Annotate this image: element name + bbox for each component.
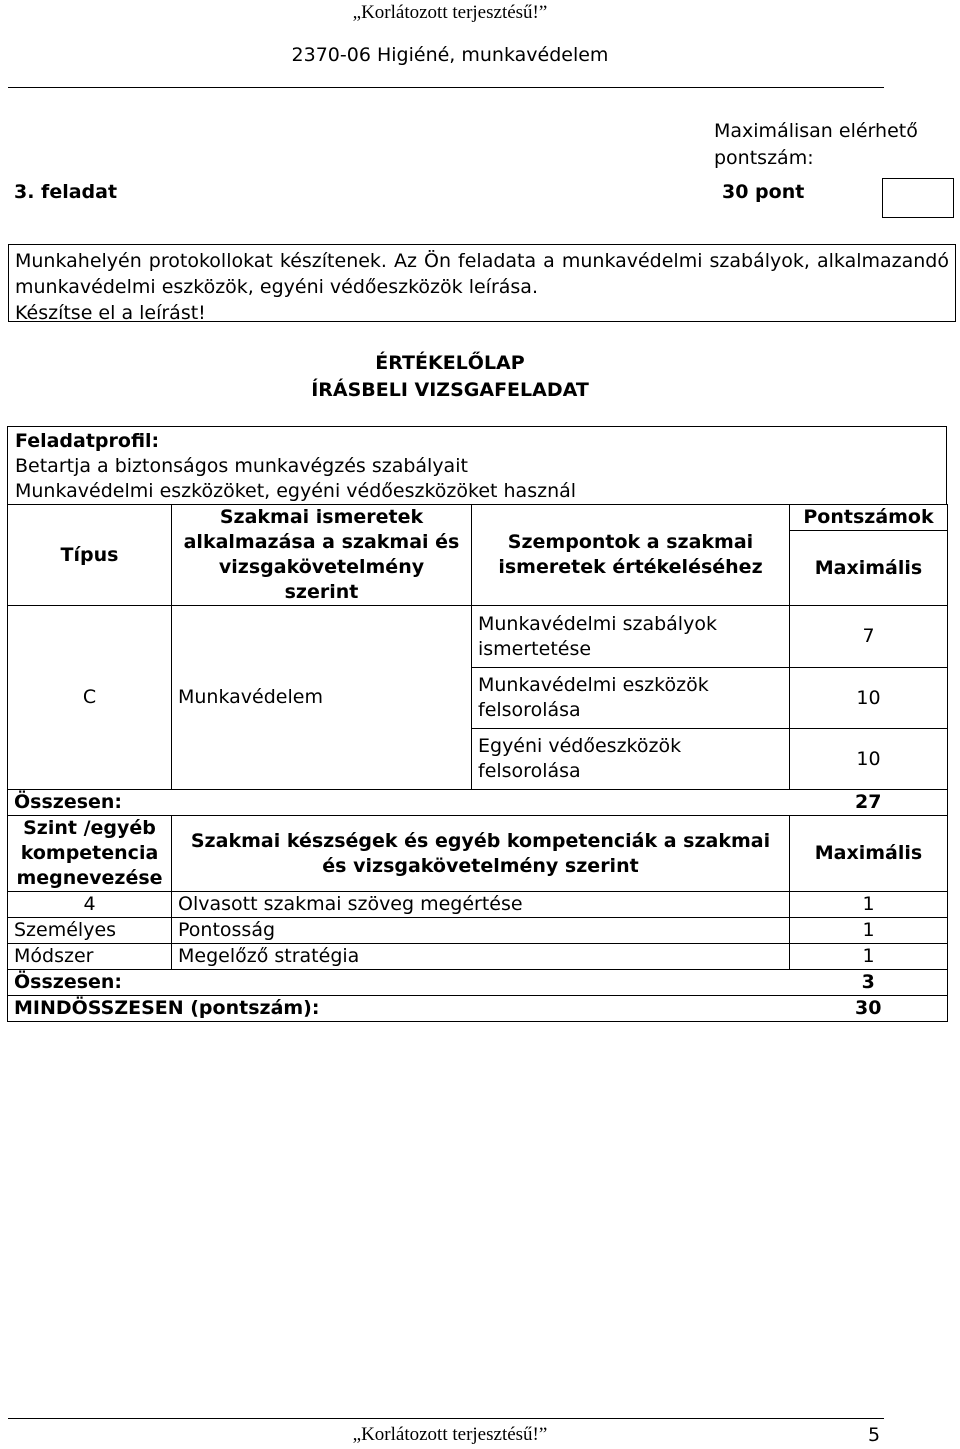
skills-header-level-line2: kompetencia xyxy=(20,842,159,864)
criteria-row-line2: felsorolása xyxy=(478,699,581,721)
col-header-max: Maximális xyxy=(790,531,948,606)
skills-header-level xyxy=(8,816,172,892)
skills-header-title-line1: Szakmai készségek és egyéb kompetenciák a szakmai xyxy=(190,829,771,852)
task-profile-box xyxy=(7,426,947,504)
criteria-row xyxy=(472,606,790,668)
col-header-type: Típus xyxy=(8,505,172,606)
profile-label: Feladatprofil: xyxy=(15,430,160,452)
knowledge-area: Munkavédelem xyxy=(172,606,472,790)
max-points-label xyxy=(714,118,918,172)
col-header-criteria xyxy=(472,505,790,606)
criteria-row-line2: ismertetése xyxy=(478,637,592,660)
skills-header-level-line3: megnevezése xyxy=(16,867,163,889)
grand-total-value: 30 xyxy=(790,996,948,1022)
criteria-max: 10 xyxy=(790,729,948,790)
profile-line1: Betartja a biztonságos munkavégzés szabályait xyxy=(15,455,468,477)
skill-name: Olvasott szakmai szöveg megértése xyxy=(172,892,790,918)
task-description-line1: Munkahelyén protokollokat készítenek. Az Ön feladata a munkavédelmi szabályok, alkalmazandó xyxy=(15,250,949,272)
sheet-title-line2: ÍRÁSBELI VIZSGAFELADAT xyxy=(311,379,589,401)
criteria-row-line1: Munkavédelmi szabályok xyxy=(478,612,717,635)
task-description-line2: munkavédelmi eszközök, egyéni védőeszközök leírása. xyxy=(15,276,538,298)
criteria-row xyxy=(472,668,790,729)
max-points-label-line2: pontszám: xyxy=(714,147,814,169)
max-points-label-line1: Maximálisan elérhető xyxy=(714,120,918,142)
skills-header-title-line2: és vizsgakövetelmény szerint xyxy=(322,854,639,877)
criteria-max: 7 xyxy=(790,606,948,668)
footer-divider xyxy=(8,1418,884,1419)
col-header-knowledge-line4: szerint xyxy=(284,581,359,603)
task-description-box xyxy=(8,244,956,322)
evaluation-table xyxy=(7,504,948,1022)
sheet-title-line1: ÉRTÉKELŐLAP xyxy=(375,352,525,374)
skill-max: 1 xyxy=(790,918,948,944)
skill-max: 1 xyxy=(790,944,948,970)
col-header-knowledge-line2: alkalmazása a szakmai és xyxy=(183,531,460,553)
skill-level: Személyes xyxy=(8,918,172,944)
col-header-criteria-line2: ismeretek értékeléséhez xyxy=(498,556,763,578)
criteria-row-line2: felsorolása xyxy=(478,760,581,782)
skill-level: Módszer xyxy=(8,944,172,970)
task-points: 30 pont xyxy=(722,181,805,203)
skills-header-level-line1: Szint /egyéb xyxy=(23,817,156,839)
subtotal-value: 27 xyxy=(790,790,948,816)
criteria-row xyxy=(472,729,790,790)
skills-header-max: Maximális xyxy=(790,816,948,892)
subtotal-label: Összesen: xyxy=(8,970,790,996)
page-number: 5 xyxy=(868,1424,881,1446)
skill-level: 4 xyxy=(8,892,172,918)
skill-name: Megelőző stratégia xyxy=(172,944,790,970)
col-header-knowledge-line1: Szakmai ismeretek xyxy=(219,506,424,528)
col-header-criteria-line1: Szempontok a szakmai xyxy=(507,531,754,553)
header-subtitle: 2370-06 Higiéné, munkavédelem xyxy=(291,44,609,66)
subtotal-label: Összesen: xyxy=(8,790,790,816)
task-description-line3: Készítse el a leírást! xyxy=(15,302,206,324)
profile-line2: Munkavédelmi eszközöket, egyéni védőeszközöket használ xyxy=(15,480,577,502)
criteria-row-line1: Egyéni védőeszközök xyxy=(478,735,682,757)
skill-name: Pontosság xyxy=(172,918,790,944)
score-entry-box[interactable] xyxy=(882,178,954,218)
header-divider xyxy=(8,87,884,88)
header-title: „Korlátozott terjesztésű!” xyxy=(352,2,548,23)
task-label: 3. feladat xyxy=(14,181,118,203)
grand-total-label: MINDÖSSZESEN (pontszám): xyxy=(8,996,790,1022)
criteria-row-line1: Munkavédelmi eszközök xyxy=(478,674,709,696)
footer-text: „Korlátozott terjesztésű!” xyxy=(352,1424,548,1445)
knowledge-type: C xyxy=(8,606,172,790)
col-header-points: Pontszámok xyxy=(790,505,948,531)
skill-max: 1 xyxy=(790,892,948,918)
col-header-knowledge-line3: vizsgakövetelmény xyxy=(218,556,425,578)
sheet-title xyxy=(0,350,900,404)
criteria-max: 10 xyxy=(790,668,948,729)
subtotal-value: 3 xyxy=(790,970,948,996)
col-header-knowledge xyxy=(172,505,472,606)
skills-header-title xyxy=(172,816,790,892)
